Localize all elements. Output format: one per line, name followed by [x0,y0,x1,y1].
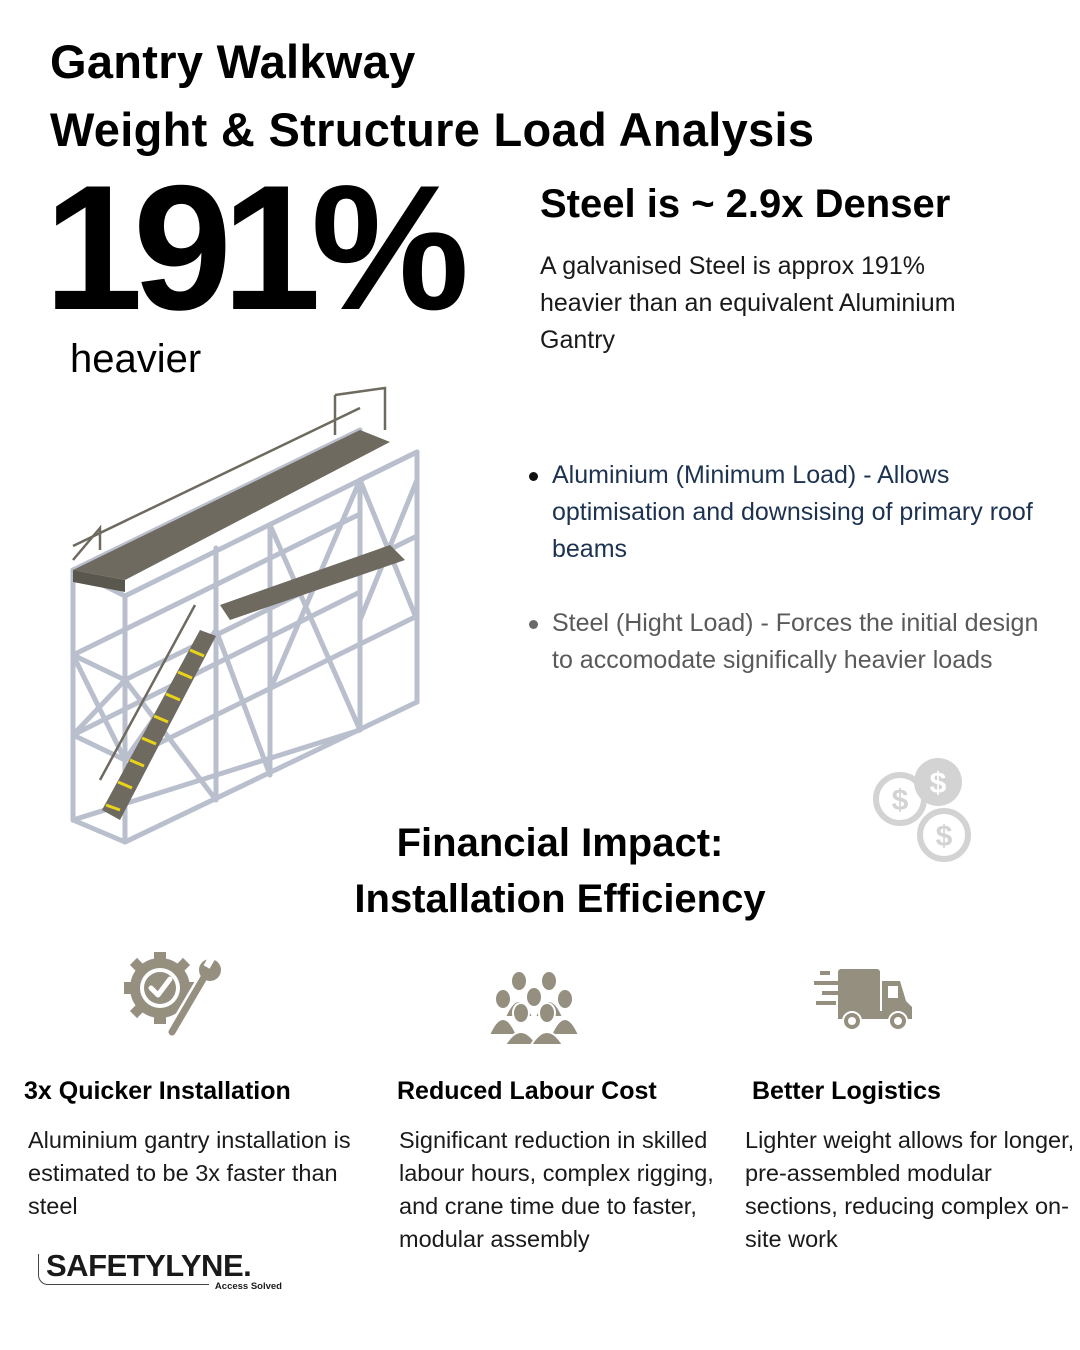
financial-impact-heading [0,815,1080,927]
svg-text:$: $ [929,767,947,800]
bullet-text: Steel (Hight Load) - Forces the initial design to accomodate significally heavier loads [552,609,1039,674]
headline-stat-value: 191% [44,148,460,347]
financial-heading-line-2: Installation Efficiency [354,877,766,921]
svg-text:$: $ [935,820,953,853]
team-people-icon [485,962,595,1052]
bullet-dot-icon [529,620,538,629]
benefit-title-quicker-installation: 3x Quicker Installation [24,1077,291,1105]
brand-logo [38,1248,288,1294]
headline-stat-caption: heavier [70,337,202,381]
benefit-body-quicker-installation: Aluminium gantry installation is estimated to be 3x faster than steel [28,1127,351,1219]
gantry-walkway-illustration [60,380,430,850]
benefit-title-reduced-labour: Reduced Labour Cost [397,1077,657,1105]
gear-wrench-check-icon [120,950,230,1040]
comparison-bullet-list [525,457,1045,679]
benefit-body-better-logistics: Lighter weight allows for longer, pre-assembled modular sections, reducing complex on-site work [745,1127,1075,1252]
financial-heading-line-1: Financial Impact: [396,821,724,865]
bullet-aluminium [525,457,1045,568]
svg-text:$: $ [891,784,909,817]
density-heading: Steel is ~ 2.9x Denser [540,182,951,226]
page-title-line-2: Weight & Structure Load Analysis [50,103,815,156]
page-title-line-1: Gantry Walkway [50,35,416,88]
benefit-body-reduced-labour: Significant reduction in skilled labour hours, complex rigging, and crane time due to faster, modular assembly [399,1127,714,1252]
delivery-truck-icon [808,962,918,1052]
brand-tagline: Access Solved [214,1281,282,1292]
bullet-steel [525,605,1045,679]
bullet-text: Aluminium (Minimum Load) - Allows optimisation and downsising of primary roof beams [552,461,1033,563]
density-body: A galvanised Steel is approx 191% heavier than an equivalent Aluminium Gantry [540,252,956,354]
brand-name: SAFETYLYNE. [46,1248,252,1283]
benefit-title-better-logistics: Better Logistics [752,1077,941,1105]
bullet-dot-icon [529,472,538,481]
